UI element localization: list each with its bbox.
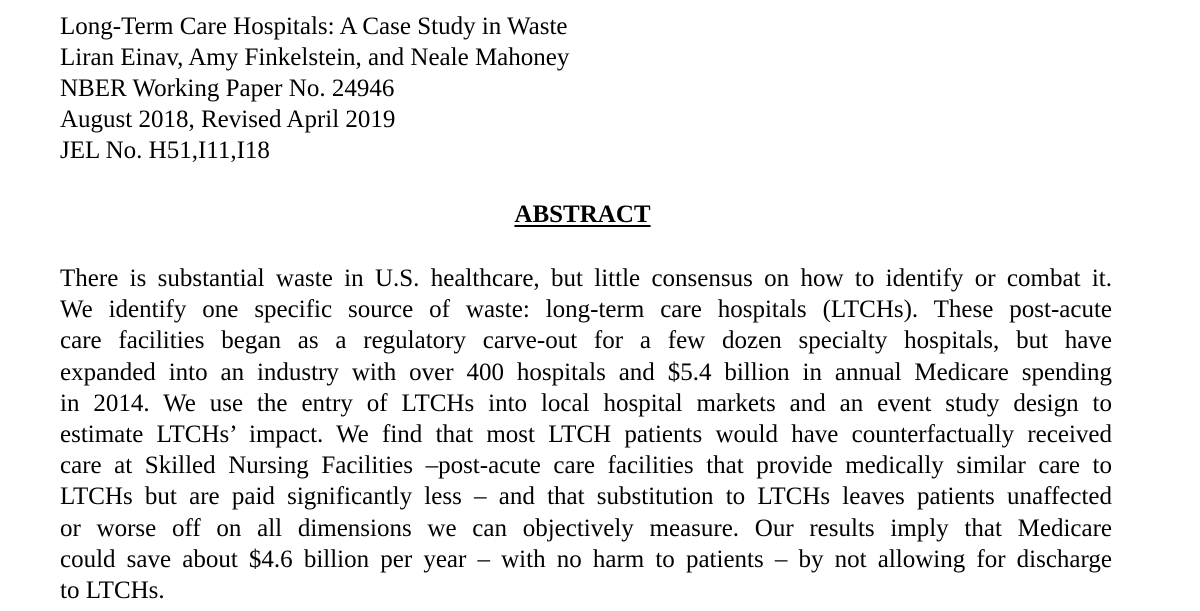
paper-header bbox=[60, 11, 960, 166]
abstract-line: estimate LTCHs’ impact. We find that most LTCH patients would have counterfactually received bbox=[60, 421, 1112, 449]
paper-series: NBER Working Paper No. 24946 bbox=[60, 75, 395, 102]
abstract-line: care at Skilled Nursing Facilities –post-acute care facilities that provide medically similar care to bbox=[60, 452, 1112, 480]
abstract-line: could save about $4.6 billion per year – with no harm to patients – by not allowing for discharge bbox=[60, 545, 1112, 573]
abstract-line: We identify one specific source of waste: long-term care hospitals (LTCHs). These post-acute bbox=[60, 296, 1112, 324]
paper-authors: Liran Einav, Amy Finkelstein, and Neale Mahoney bbox=[60, 44, 570, 71]
paper-jel-codes: JEL No. H51,I11,I18 bbox=[60, 137, 270, 164]
abstract-line: There is substantial waste in U.S. healthcare, but little consensus on how to identify or combat it. bbox=[60, 265, 1112, 292]
abstract-line: to LTCHs. bbox=[60, 577, 165, 605]
abstract-line: LTCHs but are paid significantly less – and that substitution to LTCHs leaves patients unaffected bbox=[60, 483, 1112, 511]
abstract-line: or worse off on all dimensions we can objectively measure. Our results imply that Medicare bbox=[60, 514, 1112, 542]
abstract-line: expanded into an industry with over 400 hospitals and $5.4 billion in annual Medicare spending bbox=[60, 358, 1112, 386]
abstract-heading: ABSTRACT bbox=[514, 201, 651, 228]
abstract-line: care facilities began as a regulatory carve-out for a few dozen specialty hospitals, but have bbox=[60, 327, 1112, 355]
abstract-body bbox=[60, 263, 1112, 606]
abstract-line: in 2014. We use the entry of LTCHs into local hospital markets and an event study design to bbox=[60, 389, 1112, 417]
paper-title: Long-Term Care Hospitals: A Case Study in Waste bbox=[60, 13, 568, 40]
paper-date: August 2018, Revised April 2019 bbox=[60, 106, 396, 133]
